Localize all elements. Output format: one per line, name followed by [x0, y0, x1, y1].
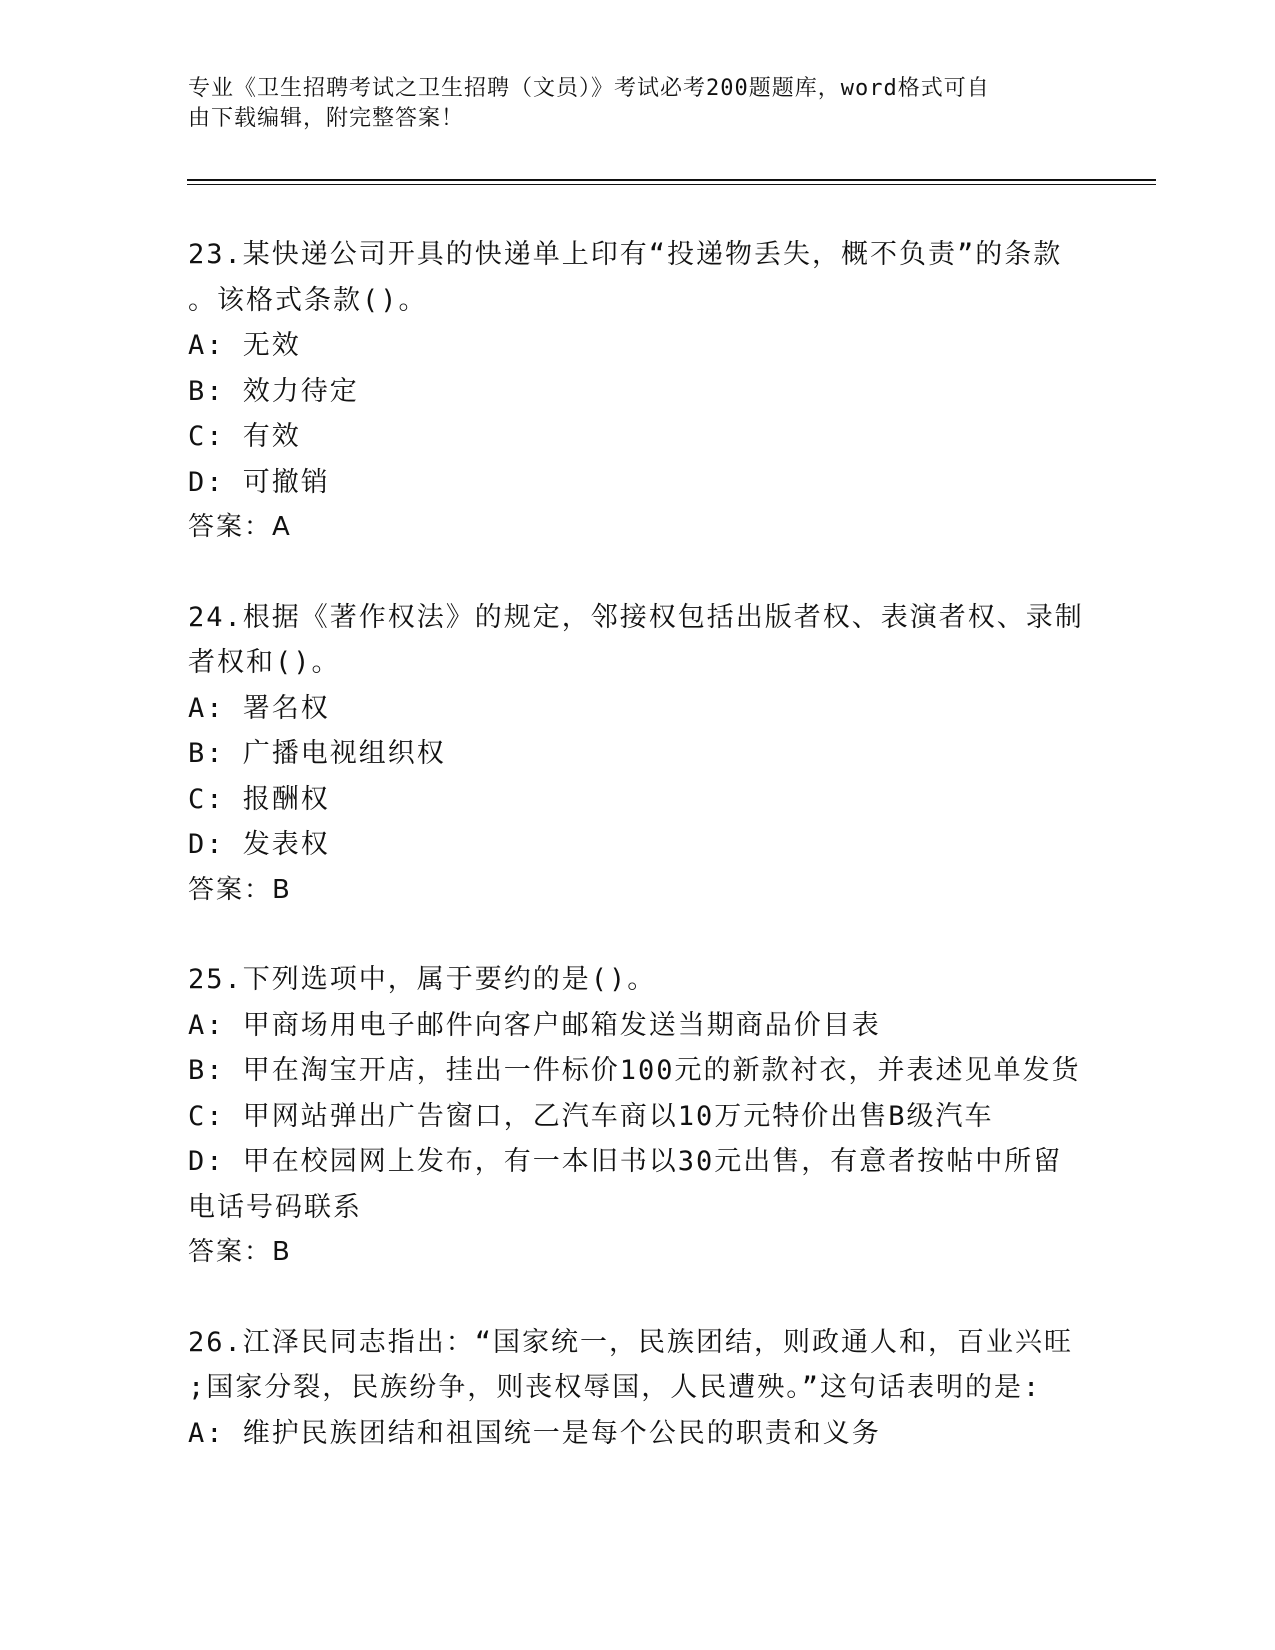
question-25 — [188, 957, 1088, 1276]
question-stem-line: 25.下列选项中，属于要约的是()。 — [188, 964, 657, 995]
question-stem-line: ;国家分裂，民族纷争，则丧权辱国，人民遭殃。”这句话表明的是: — [188, 1372, 1042, 1403]
option-c: C: 报酬权 — [188, 783, 330, 815]
header-divider — [187, 179, 1156, 181]
option-a: A: 无效 — [188, 330, 301, 361]
question-stem-line: 26.江泽民同志指出：“国家统一，民族团结，则政通人和，百业兴旺 — [188, 1326, 1074, 1358]
option-b: B: 效力待定 — [188, 375, 359, 407]
question-list — [188, 232, 1088, 1500]
header-divider-thin — [187, 184, 1156, 185]
option-d: D: 甲在校园网上发布，有一本旧书以30元出售，有意者按帖中所留 — [188, 1146, 1063, 1177]
option-d: D: 可撤销 — [188, 466, 330, 498]
answer-line: 答案：A — [188, 512, 292, 542]
question-26 — [188, 1320, 1088, 1457]
option-c: C: 有效 — [188, 421, 301, 452]
answer-line: 答案：B — [188, 874, 292, 905]
question-24 — [188, 595, 1088, 914]
option-c: C: 甲网站弹出广告窗口，乙汽车商以10万元特价出售B级汽车 — [188, 1100, 994, 1132]
question-stem-line: 24.根据《著作权法》的规定，邻接权包括出版者权、表演者权、录制 — [188, 601, 1084, 633]
document-header — [188, 74, 1068, 134]
header-line-2: 由下载编辑，附完整答案！ — [188, 106, 465, 131]
option-d: D: 发表权 — [188, 829, 330, 860]
option-a: A: 维护民族团结和祖国统一是每个公民的职责和义务 — [188, 1417, 881, 1449]
answer-line: 答案：B — [188, 1237, 292, 1267]
option-b: B: 甲在淘宝开店，挂出一件标价100元的新款衬衣，并表述见单发货 — [188, 1055, 1081, 1086]
option-a: A: 署名权 — [188, 692, 330, 724]
option-d-continued: 电话号码联系 — [188, 1191, 362, 1223]
question-stem-line: 者权和()。 — [188, 647, 341, 678]
question-23 — [188, 232, 1088, 551]
option-a: A: 甲商场用电子邮件向客户邮箱发送当期商品价目表 — [188, 1009, 881, 1041]
header-line-1: 专业《卫生招聘考试之卫生招聘（文员）》考试必考200题题库，word格式可自 — [188, 76, 990, 101]
option-b: B: 广播电视组织权 — [188, 738, 446, 769]
question-stem-line: 23.某快递公司开具的快递单上印有“投递物丢失，概不负责”的条款 — [188, 239, 1063, 270]
question-stem-line: 。该格式条款()。 — [188, 284, 428, 316]
